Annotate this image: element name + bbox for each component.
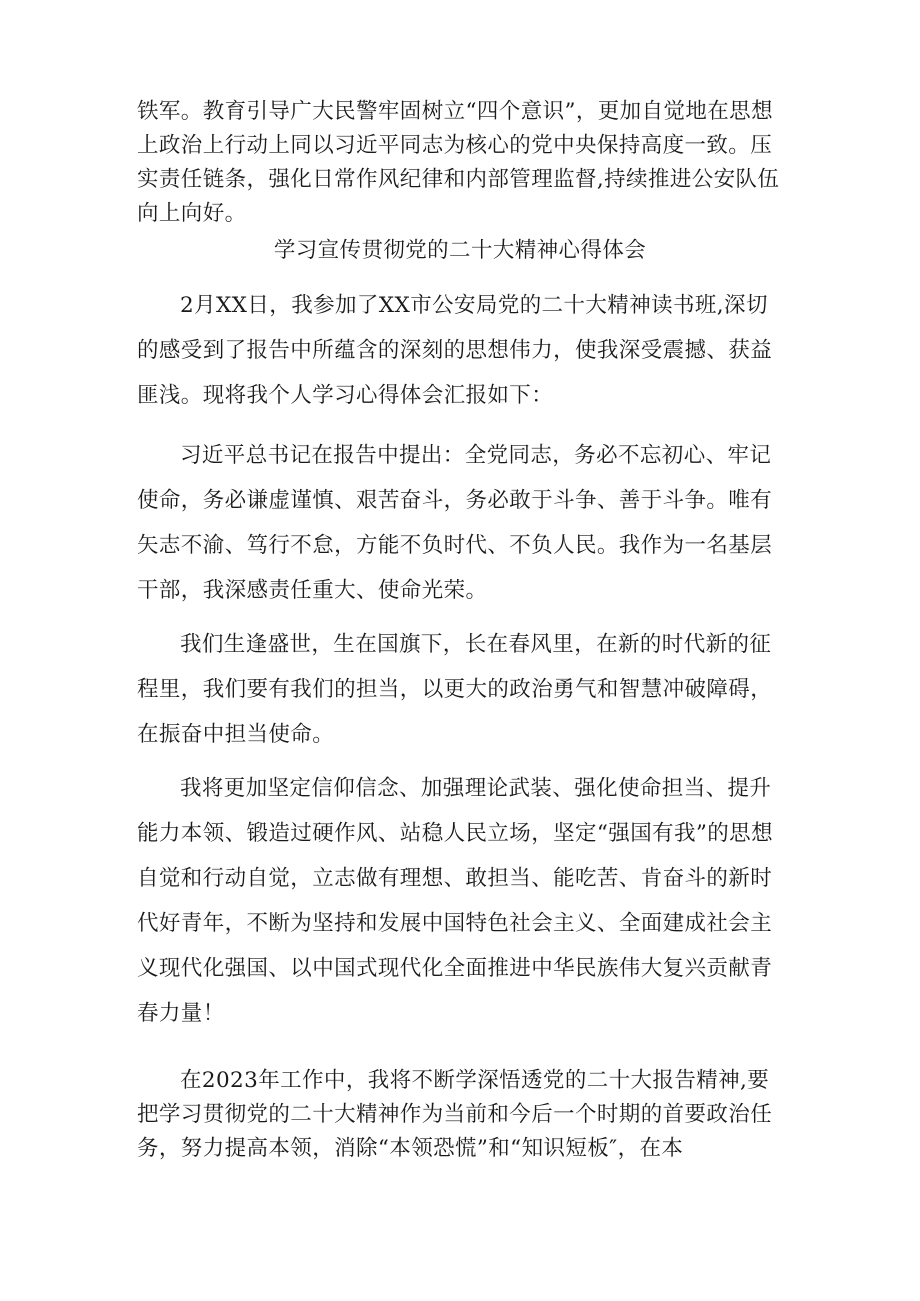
document-title: 学习宣传贯彻党的二十大精神心得体会 [273, 238, 647, 263]
paragraph-4: 我将更加坚定信仰信念、加强理论武装、强化使命担当、提升能力本领、锻造过硬作风、站稳人民立场，坚定“强国有我”的思想自觉和行动自觉，立志做有理想、敢担当、能吃苦、肯奋斗的新时代好青年，不断为坚持和发展中国特色社会主义、全面建成社会主义现代化强国、以中国式现代化全面推进中华民族伟大复兴贡献青春力量！ [137, 776, 773, 1026]
paragraph-3: 我们生逢盛世，生在国旗下，长在春风里，在新的时代新的征程里，我们要有我们的担当，以更大的政治勇气和智慧冲破障碍，在振奋中担当使命。 [137, 632, 773, 747]
paragraph-1: 2月XX日，我参加了XX市公安局党的二十大精神读书班,深切的感受到了报告中所蕴含的深刻的思想伟力，使我深受震撼、获益匪浅。现将我个人学习心得体会汇报如下： [137, 293, 773, 408]
intro-paragraph: 铁军。教育引导广大民警牢固树立“四个意识”，更加自觉地在思想上政治上行动上同以习近平同志为核心的党中央保持高度一致。压实责任链条，强化日常作风纪律和内部管理监督,持续推进公安队伍向上向好。 [137, 99, 780, 226]
paragraph-2: 习近平总书记在报告中提出：全党同志，务必不忘初心、牢记使命，务必谦虚谨慎、艰苦奋斗，务必敢于斗争、善于斗争。唯有矢志不渝、笃行不怠，方能不负时代、不负人民。我作为一名基层干部，我深感责任重大、使命光荣。 [137, 443, 773, 603]
paragraph-5: 在2023年工作中，我将不断学深悟透党的二十大报告精神,要把学习贯彻党的二十大精神作为当前和今后一个时期的首要政治任务，努力提高本领，消除“本领恐慌”和“知识短板″，在本 [137, 1068, 773, 1161]
